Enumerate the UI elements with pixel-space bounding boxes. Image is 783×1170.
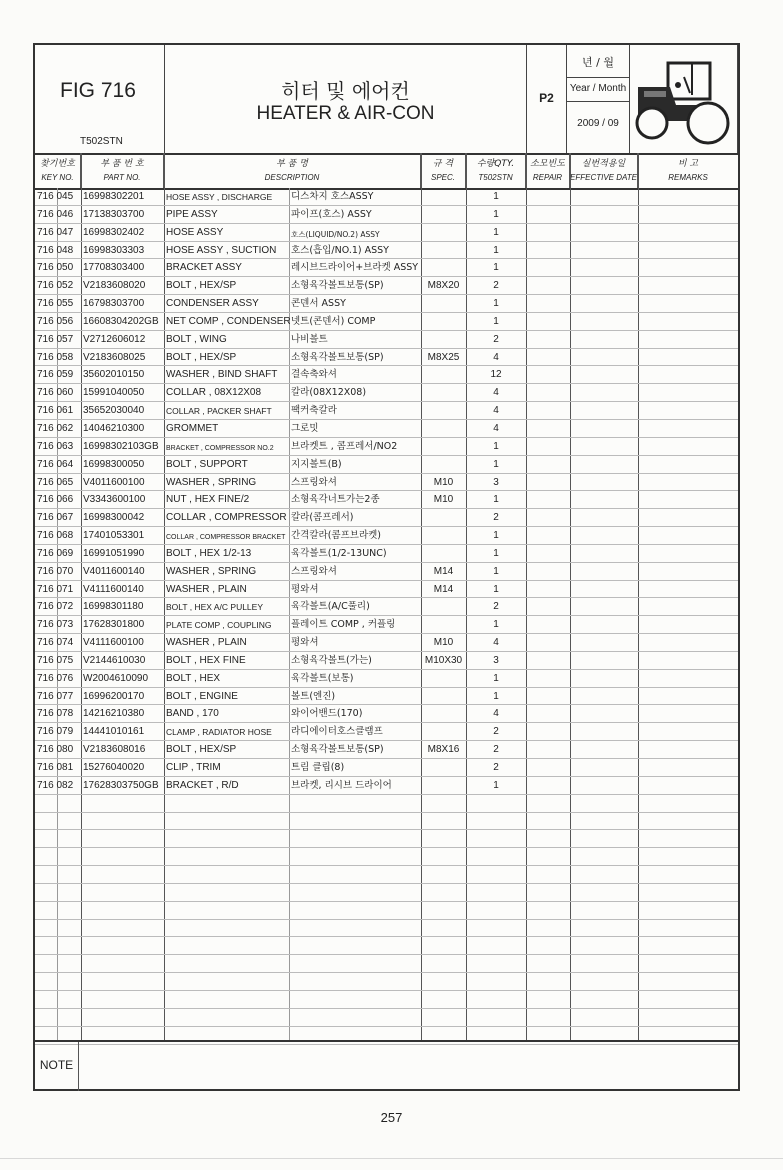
table-row <box>35 866 738 884</box>
part-number: 17401053301 <box>83 530 145 542</box>
description-korean: 평와셔 <box>291 583 319 595</box>
col-part-en: PART NO. <box>103 173 141 182</box>
description-korean: 호스(흡입/NO.1) ASSY <box>291 244 389 256</box>
tractor-illustration <box>630 45 738 153</box>
table-row <box>35 955 738 973</box>
description-english: PIPE ASSY <box>166 208 218 220</box>
key-number: 716 069 <box>37 547 74 559</box>
part-number: V4011600140 <box>83 565 145 577</box>
quantity: 1 <box>493 547 499 559</box>
quantity: 1 <box>493 440 499 452</box>
key-number: 716 077 <box>37 690 74 702</box>
col-desc-en: DESCRIPTION <box>264 173 320 182</box>
table-row <box>35 795 738 813</box>
quantity: 3 <box>493 654 499 666</box>
title-english: HEATER & AIR-CON <box>256 103 435 124</box>
page-number: 257 <box>380 1110 403 1125</box>
date-label-english: Year / Month <box>567 78 629 102</box>
table-row <box>35 777 738 795</box>
part-number: V2183608025 <box>83 351 146 363</box>
table-row <box>35 616 738 634</box>
description-korean: 라디에이터호스클램프 <box>291 726 383 738</box>
part-number: 16996200170 <box>83 690 145 702</box>
key-number: 716 050 <box>37 262 74 274</box>
description-english: BOLT , SUPPORT <box>166 458 248 470</box>
description-korean: 간격칼라(콤프브라켓) <box>291 530 382 542</box>
description-english: CONDENSER ASSY <box>166 298 259 310</box>
part-number: 16998302201 <box>83 191 145 202</box>
description-english: BOLT , HEX A/C PULLEY <box>166 602 264 613</box>
table-row <box>35 813 738 831</box>
table-row <box>35 491 738 509</box>
description-english: BOLT , HEX FINE <box>166 654 246 666</box>
table-row <box>35 581 738 599</box>
col-spec-ko: 규 격 <box>432 159 454 169</box>
table-row <box>35 242 738 260</box>
quantity: 2 <box>493 280 499 292</box>
description-korean: 평와셔 <box>291 637 319 649</box>
spec: M14 <box>433 565 454 577</box>
part-number: 16998300042 <box>83 512 145 524</box>
table-row <box>35 884 738 902</box>
part-number: 16998301180 <box>83 601 144 613</box>
part-number: 14441010161 <box>83 726 145 738</box>
description-english: BOLT , HEX/SP <box>166 351 237 363</box>
table-row <box>35 723 738 741</box>
quantity: 1 <box>493 565 499 577</box>
description-english: BOLT , HEX 1/2-13 <box>166 547 252 559</box>
table-row <box>35 384 738 402</box>
description-korean: 브라켓트 , 콤프레서/NO2 <box>291 440 398 452</box>
description-korean: 소형육각너트가는2종 <box>291 494 380 506</box>
table-row <box>35 634 738 652</box>
description-english: WASHER , PLAIN <box>166 583 247 595</box>
table-row <box>35 366 738 384</box>
figure-cell <box>35 45 165 153</box>
part-number: 17628301800 <box>83 619 145 631</box>
sheet-header <box>35 45 738 155</box>
description-korean: 브라켓, 리시브 드라이어 <box>291 779 392 791</box>
quantity: 3 <box>493 476 499 488</box>
description-korean: 트림 클립(8) <box>291 762 345 773</box>
table-row <box>35 349 738 367</box>
table-row <box>35 545 738 563</box>
key-number: 716 065 <box>37 476 74 488</box>
key-number: 716 073 <box>37 619 74 631</box>
col-repair <box>526 153 570 188</box>
key-number: 716 070 <box>37 565 74 577</box>
description-english: HOSE ASSY , SUCTION <box>166 244 277 256</box>
model-name: T502STN <box>80 136 123 147</box>
key-number: 716 058 <box>37 351 74 363</box>
quantity: 4 <box>493 351 499 363</box>
description-english: GROMMET <box>166 422 219 434</box>
col-key-ko: 찾기번호 <box>40 159 75 169</box>
col-remarks <box>638 153 738 188</box>
description-english: CLIP , TRIM <box>166 762 221 773</box>
part-number: 35602010150 <box>83 369 145 381</box>
part-number: W2004610090 <box>83 672 149 684</box>
table-row <box>35 902 738 920</box>
date-label-korean: 년 / 월 <box>567 45 629 78</box>
title-cell <box>165 45 527 153</box>
description-korean: 스프링와셔 <box>291 565 337 577</box>
part-number: 14046210300 <box>83 422 145 434</box>
table-row <box>35 598 738 616</box>
description-korean: 팩커축칼라 <box>291 405 337 417</box>
table-row <box>35 438 738 456</box>
description-english: NUT , HEX FINE/2 <box>166 494 250 506</box>
table-row <box>35 741 738 759</box>
key-number: 716 047 <box>37 226 74 238</box>
description-korean: 소형육각볼트보통(SP) <box>291 744 384 756</box>
description-english: COLLAR , COMPRESSOR <box>166 512 287 524</box>
quantity: 1 <box>493 262 499 274</box>
quantity: 1 <box>493 244 499 256</box>
description-english: BAND , 170 <box>166 708 219 720</box>
description-korean: 레시브드라이어+브라켓 ASSY <box>291 262 419 274</box>
description-english: BOLT , HEX <box>166 672 221 684</box>
key-number: 716 055 <box>37 298 74 310</box>
part-number: 15991040050 <box>83 387 145 399</box>
col-part <box>81 153 164 188</box>
part-number: V3343600100 <box>83 494 146 506</box>
tractor-icon <box>630 45 736 151</box>
quantity: 4 <box>493 387 499 399</box>
table-row <box>35 277 738 295</box>
quantity: 4 <box>493 708 499 720</box>
description-english: WASHER , BIND SHAFT <box>166 369 278 381</box>
table-row <box>35 206 738 224</box>
description-korean: 콘덴서 ASSY <box>291 298 346 310</box>
part-number: 16798303700 <box>83 298 145 310</box>
description-korean: 와이어밴드(170) <box>291 708 363 720</box>
quantity: 2 <box>493 333 499 345</box>
key-number: 716 079 <box>37 726 74 738</box>
description-korean: 소형육각볼트보통(SP) <box>291 280 384 292</box>
spec: M8X25 <box>427 351 460 363</box>
table-row <box>35 652 738 670</box>
description-korean: 육각볼트(보통) <box>291 672 354 684</box>
description-english: BRACKET , COMPRESSOR NO.2 <box>166 444 274 452</box>
description-korean: 육각볼트(1/2-13UNC) <box>291 547 387 559</box>
description-english: WASHER , SPRING <box>166 565 257 577</box>
description-korean: 소형육각볼트보통(SP) <box>291 351 384 363</box>
figure-number: FIG 716 <box>60 79 136 102</box>
description-english: WASHER , SPRING <box>166 476 257 488</box>
key-number: 716 067 <box>37 512 74 524</box>
col-eff-en: EFFECTIVE DATE <box>570 173 637 182</box>
quantity: 1 <box>493 530 499 542</box>
description-english: CLAMP , RADIATOR HOSE <box>166 727 272 738</box>
col-key <box>35 153 81 188</box>
quantity: 1 <box>493 315 499 327</box>
note-section <box>35 1040 738 1091</box>
part-number: 17708303400 <box>83 262 145 274</box>
key-number: 716 076 <box>37 672 74 684</box>
quantity: 4 <box>493 405 499 417</box>
description-english: BOLT , HEX/SP <box>166 280 237 292</box>
col-rem-ko: 비 고 <box>677 159 699 169</box>
table-row <box>35 920 738 938</box>
description-english: PLATE COMP , COUPLING <box>166 620 272 631</box>
quantity: 1 <box>493 208 499 220</box>
part-number: 17138303700 <box>83 208 145 220</box>
spec: M10 <box>433 494 454 506</box>
title-korean: 히터 및 에어컨 <box>281 79 410 103</box>
table-row <box>35 563 738 581</box>
key-number: 716 063 <box>37 440 74 452</box>
description-english: BOLT , HEX/SP <box>166 744 237 756</box>
col-part-ko: 부 품 번 호 <box>100 159 144 169</box>
col-repair-ko: 소모빈도 <box>530 159 565 169</box>
spec: M10X30 <box>424 654 463 666</box>
quantity: 1 <box>493 583 499 595</box>
page-code: P2 <box>539 91 554 105</box>
table-row <box>35 456 738 474</box>
part-number: V2183608016 <box>83 744 146 756</box>
description-english: HOSE ASSY <box>166 226 224 238</box>
part-number: 16608304202GB <box>83 315 159 327</box>
key-number: 716 074 <box>37 637 74 649</box>
quantity: 2 <box>493 512 499 524</box>
spec: M8X16 <box>427 744 460 756</box>
description-english: HOSE ASSY , DISCHARGE <box>166 192 273 202</box>
part-number: 16998302103GB <box>83 440 159 452</box>
key-number: 716 059 <box>37 369 74 381</box>
quantity: 1 <box>493 226 499 238</box>
description-english: BOLT , ENGINE <box>166 690 238 702</box>
part-number: V2144610030 <box>83 654 146 666</box>
description-korean: 칼라(08X12X08) <box>291 387 367 399</box>
key-number: 716 081 <box>37 762 74 773</box>
description-korean: 스프링와셔 <box>291 476 337 488</box>
key-number: 716 071 <box>37 583 74 595</box>
quantity: 1 <box>493 619 499 631</box>
col-rem-en: REMARKS <box>668 173 708 182</box>
description-korean: 그로밋 <box>291 422 319 434</box>
date-cell <box>567 45 630 153</box>
part-number: V4011600100 <box>83 476 145 488</box>
parts-table-body <box>35 188 738 1045</box>
note-label: NOTE <box>35 1042 79 1091</box>
table-row <box>35 1009 738 1027</box>
table-row <box>35 688 738 706</box>
quantity: 4 <box>493 422 499 434</box>
col-spec <box>421 153 466 188</box>
table-row <box>35 527 738 545</box>
part-number: 14216210380 <box>83 708 145 720</box>
key-number: 716 061 <box>37 405 74 417</box>
description-english: COLLAR , 08X12X08 <box>166 387 262 399</box>
description-korean: 호스(LIQUID/NO.2) ASSY <box>291 229 380 239</box>
quantity: 1 <box>493 690 499 702</box>
spec: M10 <box>433 476 454 488</box>
key-number: 716 057 <box>37 333 74 345</box>
part-number: V4111600100 <box>83 637 144 649</box>
quantity: 1 <box>493 672 499 684</box>
description-english: COLLAR , COMPRESSOR BRACKET <box>166 534 286 542</box>
part-number: 35652030040 <box>83 405 145 417</box>
quantity: 1 <box>493 191 499 202</box>
col-description <box>164 153 421 188</box>
key-number: 716 046 <box>37 208 74 220</box>
part-number: 16991051990 <box>83 547 145 559</box>
key-number: 716 056 <box>37 315 74 327</box>
key-number: 716 048 <box>37 244 74 256</box>
col-effective-date <box>570 153 638 188</box>
col-qty-en: T502STN <box>478 173 513 182</box>
table-row <box>35 973 738 991</box>
table-row <box>35 259 738 277</box>
quantity: 4 <box>493 637 499 649</box>
parts-sheet <box>33 43 740 1091</box>
column-headers <box>35 153 738 190</box>
key-number: 716 060 <box>37 387 74 399</box>
description-korean: 플레이트 COMP , 커플링 <box>291 619 396 631</box>
description-korean: 지지볼트(B) <box>291 458 342 470</box>
description-korean: 디스차지 호스ASSY <box>291 191 374 202</box>
key-number: 716 064 <box>37 458 74 470</box>
key-number: 716 075 <box>37 654 74 666</box>
key-number: 716 078 <box>37 708 74 720</box>
description-korean: 결속축와셔 <box>291 369 337 381</box>
col-spec-en: SPEC. <box>430 173 455 182</box>
description-english: BOLT , WING <box>166 333 227 345</box>
quantity: 1 <box>493 458 499 470</box>
key-number: 716 082 <box>37 779 74 791</box>
page-code-cell <box>527 45 567 153</box>
description-korean: 칼라(콤프레서) <box>291 512 354 524</box>
description-english: BRACKET , R/D <box>166 779 239 791</box>
quantity: 1 <box>493 494 499 506</box>
table-row <box>35 759 738 777</box>
table-row <box>35 420 738 438</box>
part-number: 16998303303 <box>83 244 145 256</box>
date-value: 2009 / 09 <box>577 118 619 129</box>
description-english: COLLAR , PACKER SHAFT <box>166 406 272 417</box>
description-korean: 육각볼트(A/C풀리) <box>291 601 370 613</box>
table-row <box>35 474 738 492</box>
quantity: 1 <box>493 298 499 310</box>
table-row <box>35 670 738 688</box>
quantity: 1 <box>493 779 499 791</box>
description-korean: 나비볼트 <box>291 333 328 345</box>
col-qty-ko: 수량QTY. <box>476 159 515 169</box>
table-row <box>35 313 738 331</box>
key-number: 716 062 <box>37 422 74 434</box>
quantity: 2 <box>493 726 499 738</box>
table-row <box>35 295 738 313</box>
part-number: 16998300050 <box>83 458 145 470</box>
key-number: 716 068 <box>37 530 74 542</box>
part-number: 15276040020 <box>83 762 145 773</box>
table-row <box>35 937 738 955</box>
key-number: 716 072 <box>37 601 74 613</box>
table-row <box>35 705 738 723</box>
key-number: 716 080 <box>37 744 74 756</box>
part-number: V2183608020 <box>83 280 146 292</box>
description-english: NET COMP , CONDENSER <box>166 315 291 327</box>
spec: M10 <box>433 637 454 649</box>
quantity: 2 <box>493 601 499 613</box>
key-number: 716 045 <box>37 191 74 202</box>
table-row <box>35 188 738 206</box>
part-number: V2712606012 <box>83 333 146 345</box>
part-number: 16998302402 <box>83 226 145 238</box>
col-qty <box>466 153 526 188</box>
part-number: V4111600140 <box>83 583 144 595</box>
spec: M14 <box>433 583 454 595</box>
description-english: WASHER , PLAIN <box>166 637 247 649</box>
table-row <box>35 509 738 527</box>
part-number: 17628303750GB <box>83 779 159 791</box>
table-row <box>35 830 738 848</box>
description-korean: 넷트(콘덴서) COMP <box>291 315 376 327</box>
col-eff-ko: 실번적용일 <box>581 159 626 169</box>
quantity: 12 <box>490 369 502 381</box>
table-row <box>35 224 738 242</box>
spec: M8X20 <box>427 280 460 292</box>
page-bottom-rule <box>0 1158 783 1159</box>
key-number: 716 066 <box>37 494 74 506</box>
table-row <box>35 991 738 1009</box>
table-row <box>35 848 738 866</box>
key-number: 716 052 <box>37 280 74 292</box>
col-key-en: KEY NO. <box>41 173 74 182</box>
quantity: 2 <box>493 744 499 756</box>
description-korean: 볼트(엔진) <box>291 690 336 702</box>
col-desc-ko: 부 품 명 <box>276 159 308 169</box>
quantity: 2 <box>493 762 499 773</box>
description-english: BRACKET ASSY <box>166 262 242 274</box>
table-row <box>35 402 738 420</box>
col-repair-en: REPAIR <box>532 173 563 182</box>
table-row <box>35 331 738 349</box>
description-korean: 소형육각볼트(가는) <box>291 654 372 666</box>
description-korean: 파이프(호스) ASSY <box>291 208 372 220</box>
